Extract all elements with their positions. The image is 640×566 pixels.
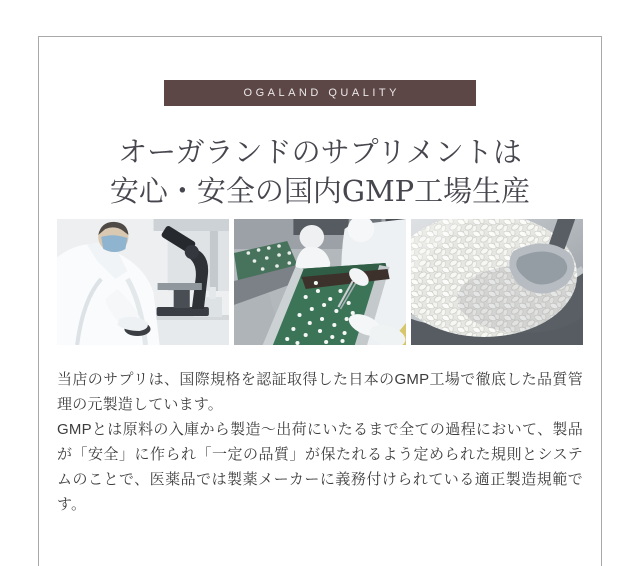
quality-banner-label: OGALAND QUALITY bbox=[243, 87, 400, 99]
photo-row bbox=[57, 219, 583, 345]
lab-microscope-illustration bbox=[57, 219, 229, 345]
heading-line2: 安心・安全の国内GMP工場生産 bbox=[109, 174, 531, 208]
section-heading bbox=[57, 133, 583, 211]
photo-lab-microscope bbox=[57, 219, 229, 345]
photo-tablets-bowl bbox=[411, 219, 583, 345]
description-paragraph-2: GMPとは原料の入庫から製造〜出荷にいたるまで全ての過程において、製品が「安全」に作られ「一定の品質」が保たれるよう定められた規則とシステムのことで、医薬品では製薬メーカーに義務付けられている適正製造規範です。 bbox=[57, 421, 583, 513]
photo-conveyor-inspection bbox=[234, 219, 406, 345]
heading-line1: オーガランドのサプリメントは bbox=[118, 135, 522, 169]
conveyor-inspection-illustration bbox=[234, 219, 406, 345]
description-paragraph-1: 当店のサプリは、国際規格を認証取得した日本のGMP工場で徹底した品質管理の元製造しています。 bbox=[57, 371, 583, 413]
description bbox=[57, 367, 583, 517]
quality-banner bbox=[164, 80, 476, 106]
tablets-bowl-illustration bbox=[411, 219, 583, 345]
content-frame bbox=[38, 36, 602, 566]
